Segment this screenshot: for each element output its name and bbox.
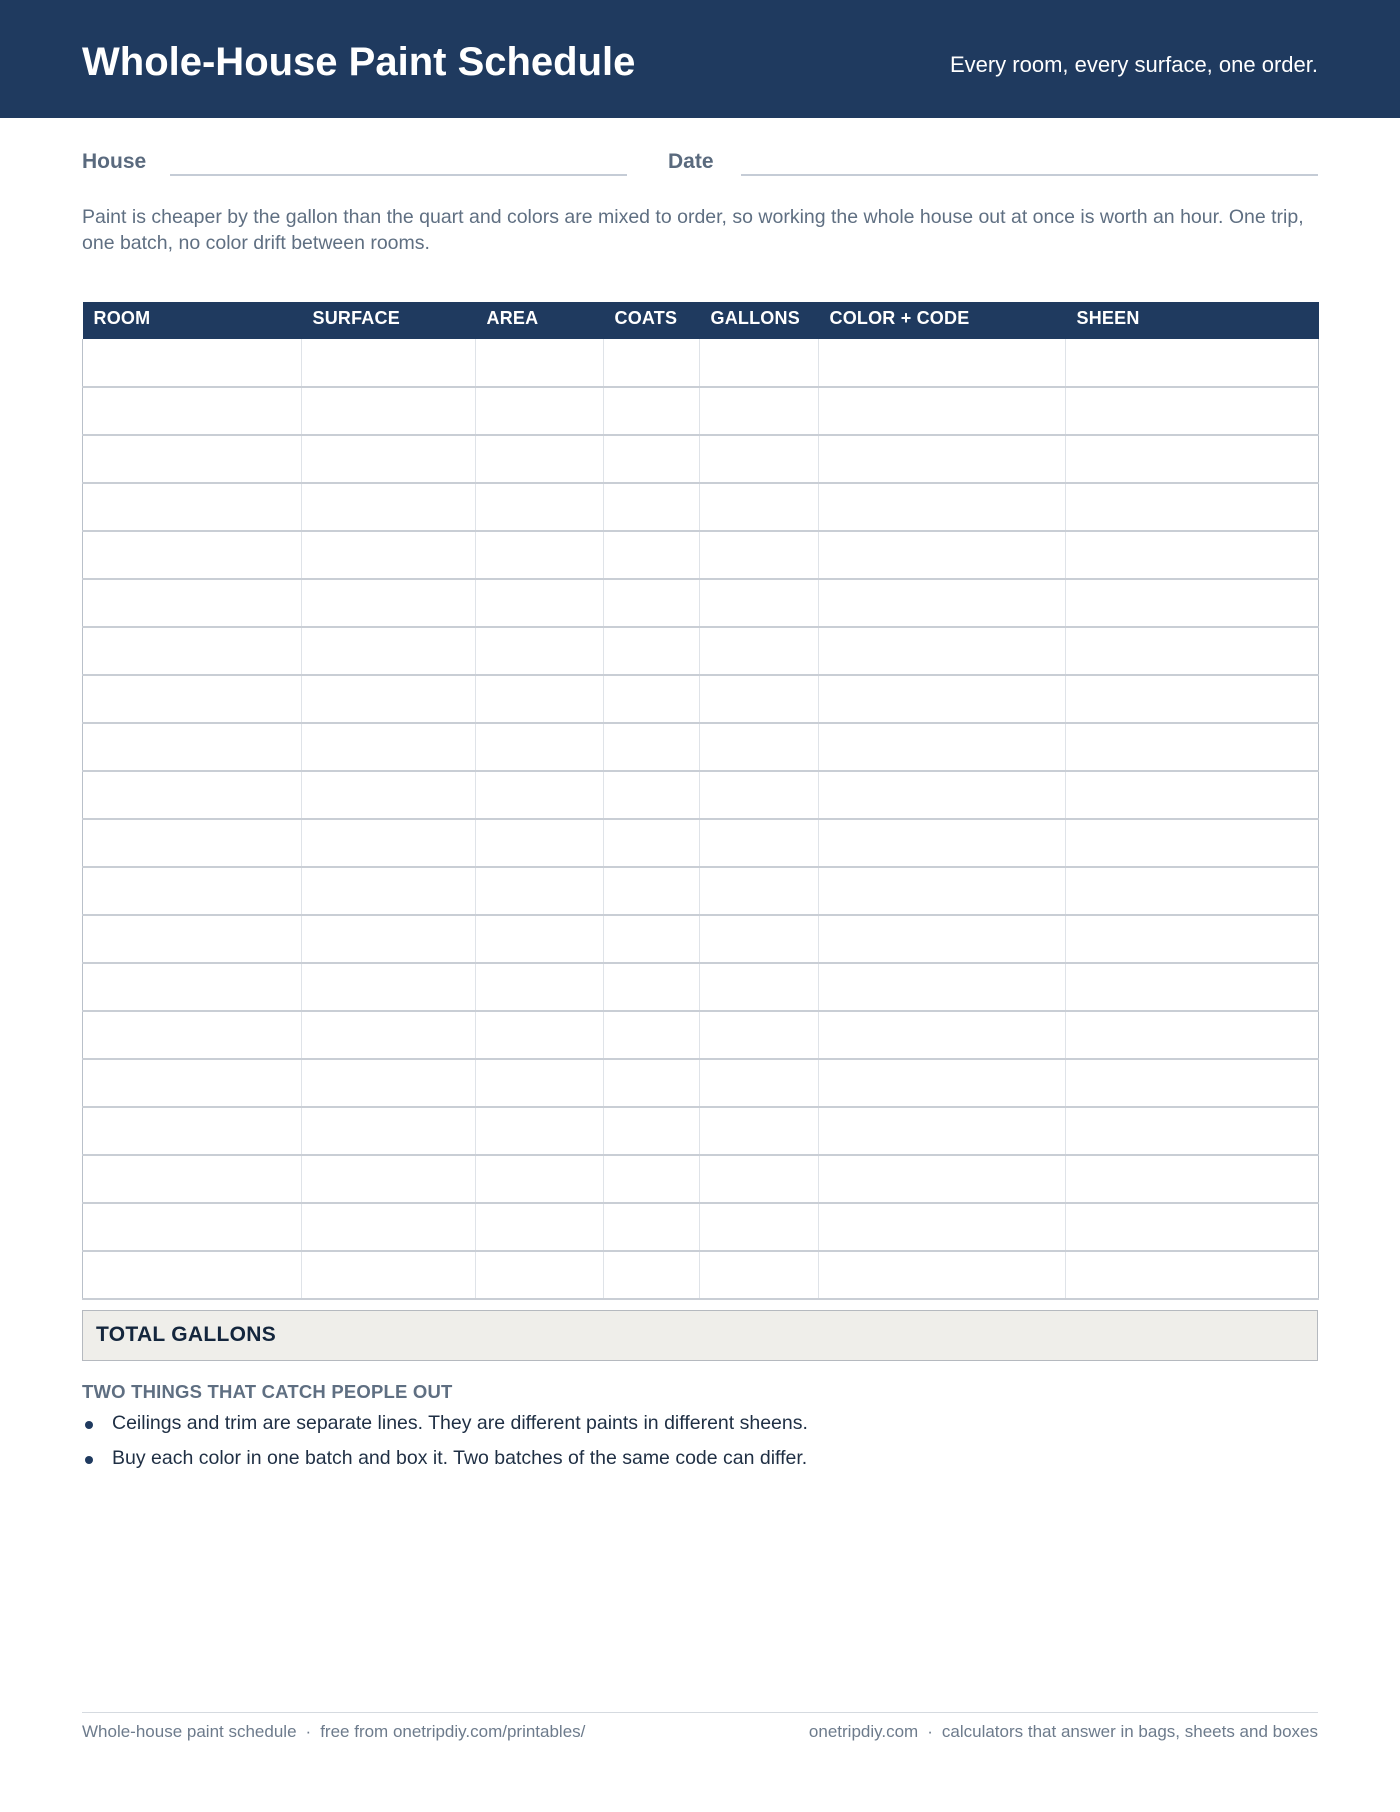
table-cell[interactable] bbox=[819, 915, 1066, 963]
table-cell[interactable] bbox=[700, 1251, 819, 1299]
table-cell[interactable] bbox=[302, 1155, 476, 1203]
table-row bbox=[83, 627, 1319, 675]
table-cell[interactable] bbox=[700, 627, 819, 675]
table-cell[interactable] bbox=[1066, 339, 1319, 387]
table-cell[interactable] bbox=[83, 1203, 302, 1251]
table-cell[interactable] bbox=[819, 483, 1066, 531]
table-cell[interactable] bbox=[476, 579, 604, 627]
table-cell[interactable] bbox=[83, 1155, 302, 1203]
table-cell[interactable] bbox=[819, 867, 1066, 915]
table-row bbox=[83, 483, 1319, 531]
table-cell[interactable] bbox=[83, 387, 302, 435]
table-cell[interactable] bbox=[819, 1155, 1066, 1203]
house-field[interactable] bbox=[170, 174, 627, 176]
table-cell[interactable] bbox=[302, 675, 476, 723]
table-cell[interactable] bbox=[604, 387, 700, 435]
page-title: Whole-House Paint Schedule bbox=[82, 40, 636, 84]
table-cell[interactable] bbox=[819, 435, 1066, 483]
footer-separator: · bbox=[305, 1722, 312, 1741]
table-cell[interactable] bbox=[1066, 1203, 1319, 1251]
table-cell[interactable] bbox=[1066, 819, 1319, 867]
table-cell[interactable] bbox=[302, 531, 476, 579]
table-cell[interactable] bbox=[476, 435, 604, 483]
table-cell[interactable] bbox=[819, 675, 1066, 723]
table-cell[interactable] bbox=[302, 771, 476, 819]
total-gallons-bar: TOTAL GALLONS bbox=[82, 1310, 1318, 1361]
table-cell[interactable] bbox=[83, 579, 302, 627]
table-row bbox=[83, 387, 1319, 435]
table-cell[interactable] bbox=[83, 483, 302, 531]
table-cell[interactable] bbox=[83, 771, 302, 819]
footer-left bbox=[82, 1722, 585, 1742]
table-cell[interactable] bbox=[819, 387, 1066, 435]
table-cell[interactable] bbox=[700, 531, 819, 579]
table-cell[interactable] bbox=[1066, 1059, 1319, 1107]
table-row bbox=[83, 915, 1319, 963]
table-cell[interactable] bbox=[83, 963, 302, 1011]
table-cell[interactable] bbox=[819, 819, 1066, 867]
table-cell[interactable] bbox=[476, 339, 604, 387]
table-cell[interactable] bbox=[700, 435, 819, 483]
table-cell[interactable] bbox=[302, 915, 476, 963]
table-row bbox=[83, 339, 1319, 387]
table-cell[interactable] bbox=[604, 867, 700, 915]
table-cell[interactable] bbox=[604, 1059, 700, 1107]
table-cell[interactable] bbox=[302, 1107, 476, 1155]
table-cell[interactable] bbox=[700, 867, 819, 915]
table-cell[interactable] bbox=[302, 627, 476, 675]
table-row bbox=[83, 1059, 1319, 1107]
table-row bbox=[83, 771, 1319, 819]
table-cell[interactable] bbox=[302, 963, 476, 1011]
table-cell[interactable] bbox=[604, 531, 700, 579]
column-header-area: AREA bbox=[476, 302, 604, 339]
table-row bbox=[83, 1203, 1319, 1251]
table-cell[interactable] bbox=[700, 1203, 819, 1251]
table-cell[interactable] bbox=[604, 1155, 700, 1203]
table-cell[interactable] bbox=[700, 339, 819, 387]
table-cell[interactable] bbox=[1066, 1251, 1319, 1299]
table-cell[interactable] bbox=[83, 675, 302, 723]
table-cell[interactable] bbox=[1066, 1107, 1319, 1155]
table-cell[interactable] bbox=[83, 1011, 302, 1059]
table-cell[interactable] bbox=[604, 579, 700, 627]
table-cell[interactable] bbox=[700, 1107, 819, 1155]
column-header-room: ROOM bbox=[83, 302, 302, 339]
table-cell[interactable] bbox=[83, 1107, 302, 1155]
table-cell[interactable] bbox=[476, 531, 604, 579]
table-cell[interactable] bbox=[83, 723, 302, 771]
table-cell[interactable] bbox=[302, 579, 476, 627]
table-row bbox=[83, 579, 1319, 627]
table-cell[interactable] bbox=[83, 1059, 302, 1107]
table-cell[interactable] bbox=[819, 339, 1066, 387]
tip-item bbox=[82, 1412, 1318, 1447]
column-header-color-code: COLOR + CODE bbox=[819, 302, 1066, 339]
table-cell[interactable] bbox=[83, 819, 302, 867]
table-cell[interactable] bbox=[1066, 483, 1319, 531]
table-cell[interactable] bbox=[700, 387, 819, 435]
page-tagline: Every room, every surface, one order. bbox=[949, 52, 1318, 77]
table-cell[interactable] bbox=[604, 1251, 700, 1299]
bullet-icon bbox=[85, 1421, 93, 1429]
table-cell[interactable] bbox=[302, 387, 476, 435]
table-cell[interactable] bbox=[83, 915, 302, 963]
table-cell[interactable] bbox=[1066, 771, 1319, 819]
column-header-surface: SURFACE bbox=[302, 302, 476, 339]
tips-list bbox=[82, 1412, 1318, 1482]
table-row bbox=[83, 963, 1319, 1011]
table-cell[interactable] bbox=[819, 1203, 1066, 1251]
table-cell[interactable] bbox=[700, 1011, 819, 1059]
table-cell[interactable] bbox=[476, 723, 604, 771]
table-row bbox=[83, 531, 1319, 579]
table-cell[interactable] bbox=[604, 723, 700, 771]
table-cell[interactable] bbox=[83, 435, 302, 483]
table-cell[interactable] bbox=[476, 963, 604, 1011]
table-cell[interactable] bbox=[700, 771, 819, 819]
table-cell[interactable] bbox=[476, 915, 604, 963]
footer-tagline: calculators that answer in bags, sheets and boxes bbox=[941, 1722, 1318, 1741]
table-cell[interactable] bbox=[1066, 1155, 1319, 1203]
table-cell[interactable] bbox=[476, 387, 604, 435]
table-cell[interactable] bbox=[1066, 675, 1319, 723]
footer-divider bbox=[82, 1712, 1318, 1713]
table-cell[interactable] bbox=[604, 435, 700, 483]
table-cell[interactable] bbox=[476, 483, 604, 531]
column-header-gallons: GALLONS bbox=[700, 302, 819, 339]
table-cell[interactable] bbox=[476, 1011, 604, 1059]
table-cell[interactable] bbox=[819, 627, 1066, 675]
table-row bbox=[83, 1155, 1319, 1203]
table-cell[interactable] bbox=[819, 1251, 1066, 1299]
table-cell[interactable] bbox=[819, 723, 1066, 771]
table-cell[interactable] bbox=[302, 483, 476, 531]
table-cell[interactable] bbox=[476, 627, 604, 675]
table-cell[interactable] bbox=[1066, 531, 1319, 579]
table-row bbox=[83, 723, 1319, 771]
table-cell[interactable] bbox=[604, 627, 700, 675]
tip-text: Ceilings and trim are separate lines. They are different paints in different sheens. bbox=[112, 1412, 808, 1434]
paint-schedule-table bbox=[82, 302, 1319, 1300]
table-cell[interactable] bbox=[83, 867, 302, 915]
column-header-sheen: SHEEN bbox=[1066, 302, 1319, 339]
table-body bbox=[83, 339, 1319, 1299]
table-cell[interactable] bbox=[700, 1155, 819, 1203]
table-cell[interactable] bbox=[604, 483, 700, 531]
tip-item bbox=[82, 1447, 1318, 1482]
tip-text: Buy each color in one batch and box it. Two batches of the same code can differ. bbox=[112, 1447, 808, 1469]
table-header-row bbox=[83, 302, 1319, 339]
table-cell[interactable] bbox=[302, 1203, 476, 1251]
table-cell[interactable] bbox=[476, 771, 604, 819]
table-cell[interactable] bbox=[700, 963, 819, 1011]
table-cell[interactable] bbox=[604, 819, 700, 867]
table-cell[interactable] bbox=[476, 867, 604, 915]
table-row bbox=[83, 1107, 1319, 1155]
table-cell[interactable] bbox=[1066, 915, 1319, 963]
table-cell[interactable] bbox=[476, 819, 604, 867]
table-row bbox=[83, 435, 1319, 483]
table-row bbox=[83, 675, 1319, 723]
table-cell[interactable] bbox=[302, 435, 476, 483]
table-cell[interactable] bbox=[83, 627, 302, 675]
table-cell[interactable] bbox=[819, 771, 1066, 819]
table-cell[interactable] bbox=[604, 1107, 700, 1155]
footer-doc-name: Whole-house paint schedule bbox=[82, 1722, 297, 1741]
table-row bbox=[83, 867, 1319, 915]
table-cell[interactable] bbox=[700, 723, 819, 771]
table-cell[interactable] bbox=[604, 915, 700, 963]
table-cell[interactable] bbox=[819, 579, 1066, 627]
table-cell[interactable] bbox=[476, 675, 604, 723]
table-cell[interactable] bbox=[302, 723, 476, 771]
column-header-coats: COATS bbox=[604, 302, 700, 339]
table-row bbox=[83, 819, 1319, 867]
table-cell[interactable] bbox=[819, 1011, 1066, 1059]
header-banner bbox=[0, 0, 1400, 118]
table-cell[interactable] bbox=[819, 1107, 1066, 1155]
table-cell[interactable] bbox=[700, 915, 819, 963]
footer-right bbox=[809, 1722, 1318, 1742]
table-cell[interactable] bbox=[302, 1011, 476, 1059]
footer-site-link[interactable]: onetripdiy.com bbox=[808, 1722, 919, 1741]
table-cell[interactable] bbox=[476, 1155, 604, 1203]
table-cell[interactable] bbox=[819, 1059, 1066, 1107]
table-cell[interactable] bbox=[1066, 867, 1319, 915]
table-cell[interactable] bbox=[1066, 963, 1319, 1011]
table-cell[interactable] bbox=[604, 339, 700, 387]
table-cell[interactable] bbox=[604, 675, 700, 723]
footer-separator: · bbox=[927, 1722, 933, 1741]
table-cell[interactable] bbox=[700, 579, 819, 627]
bullet-icon bbox=[85, 1456, 93, 1464]
intro-text: Paint is cheaper by the gallon than the quart and colors are mixed to order, so working the whole house out at once is worth an hour. One trip, one batch, no color drift between rooms. bbox=[82, 206, 1304, 254]
date-field[interactable] bbox=[741, 174, 1318, 176]
table-cell[interactable] bbox=[1066, 387, 1319, 435]
tips-heading: TWO THINGS THAT CATCH PEOPLE OUT bbox=[82, 1381, 453, 1402]
table-cell[interactable] bbox=[700, 819, 819, 867]
table-cell[interactable] bbox=[604, 963, 700, 1011]
table-cell[interactable] bbox=[1066, 579, 1319, 627]
table-cell[interactable] bbox=[819, 963, 1066, 1011]
table-cell[interactable] bbox=[1066, 1011, 1319, 1059]
table-cell[interactable] bbox=[476, 1107, 604, 1155]
table-row bbox=[83, 1251, 1319, 1299]
house-label: House bbox=[82, 150, 147, 173]
table-cell[interactable] bbox=[700, 483, 819, 531]
table-cell[interactable] bbox=[302, 819, 476, 867]
table-cell[interactable] bbox=[83, 531, 302, 579]
table-cell[interactable] bbox=[1066, 627, 1319, 675]
table-cell[interactable] bbox=[604, 1011, 700, 1059]
table-cell[interactable] bbox=[302, 1059, 476, 1107]
footer-source-link[interactable]: free from onetripdiy.com/printables/ bbox=[320, 1722, 586, 1741]
table-cell[interactable] bbox=[476, 1203, 604, 1251]
table-cell[interactable] bbox=[604, 771, 700, 819]
table-cell[interactable] bbox=[476, 1251, 604, 1299]
table-cell[interactable] bbox=[1066, 435, 1319, 483]
table-cell[interactable] bbox=[604, 1203, 700, 1251]
table-cell[interactable] bbox=[700, 1059, 819, 1107]
table-row bbox=[83, 1011, 1319, 1059]
table-cell[interactable] bbox=[83, 339, 302, 387]
table-cell[interactable] bbox=[302, 1251, 476, 1299]
table-cell[interactable] bbox=[302, 867, 476, 915]
table-cell[interactable] bbox=[83, 1251, 302, 1299]
table-cell[interactable] bbox=[302, 339, 476, 387]
date-label: Date bbox=[668, 150, 714, 173]
table-cell[interactable] bbox=[700, 675, 819, 723]
table-cell[interactable] bbox=[1066, 723, 1319, 771]
table-cell[interactable] bbox=[476, 1059, 604, 1107]
table-cell[interactable] bbox=[819, 531, 1066, 579]
